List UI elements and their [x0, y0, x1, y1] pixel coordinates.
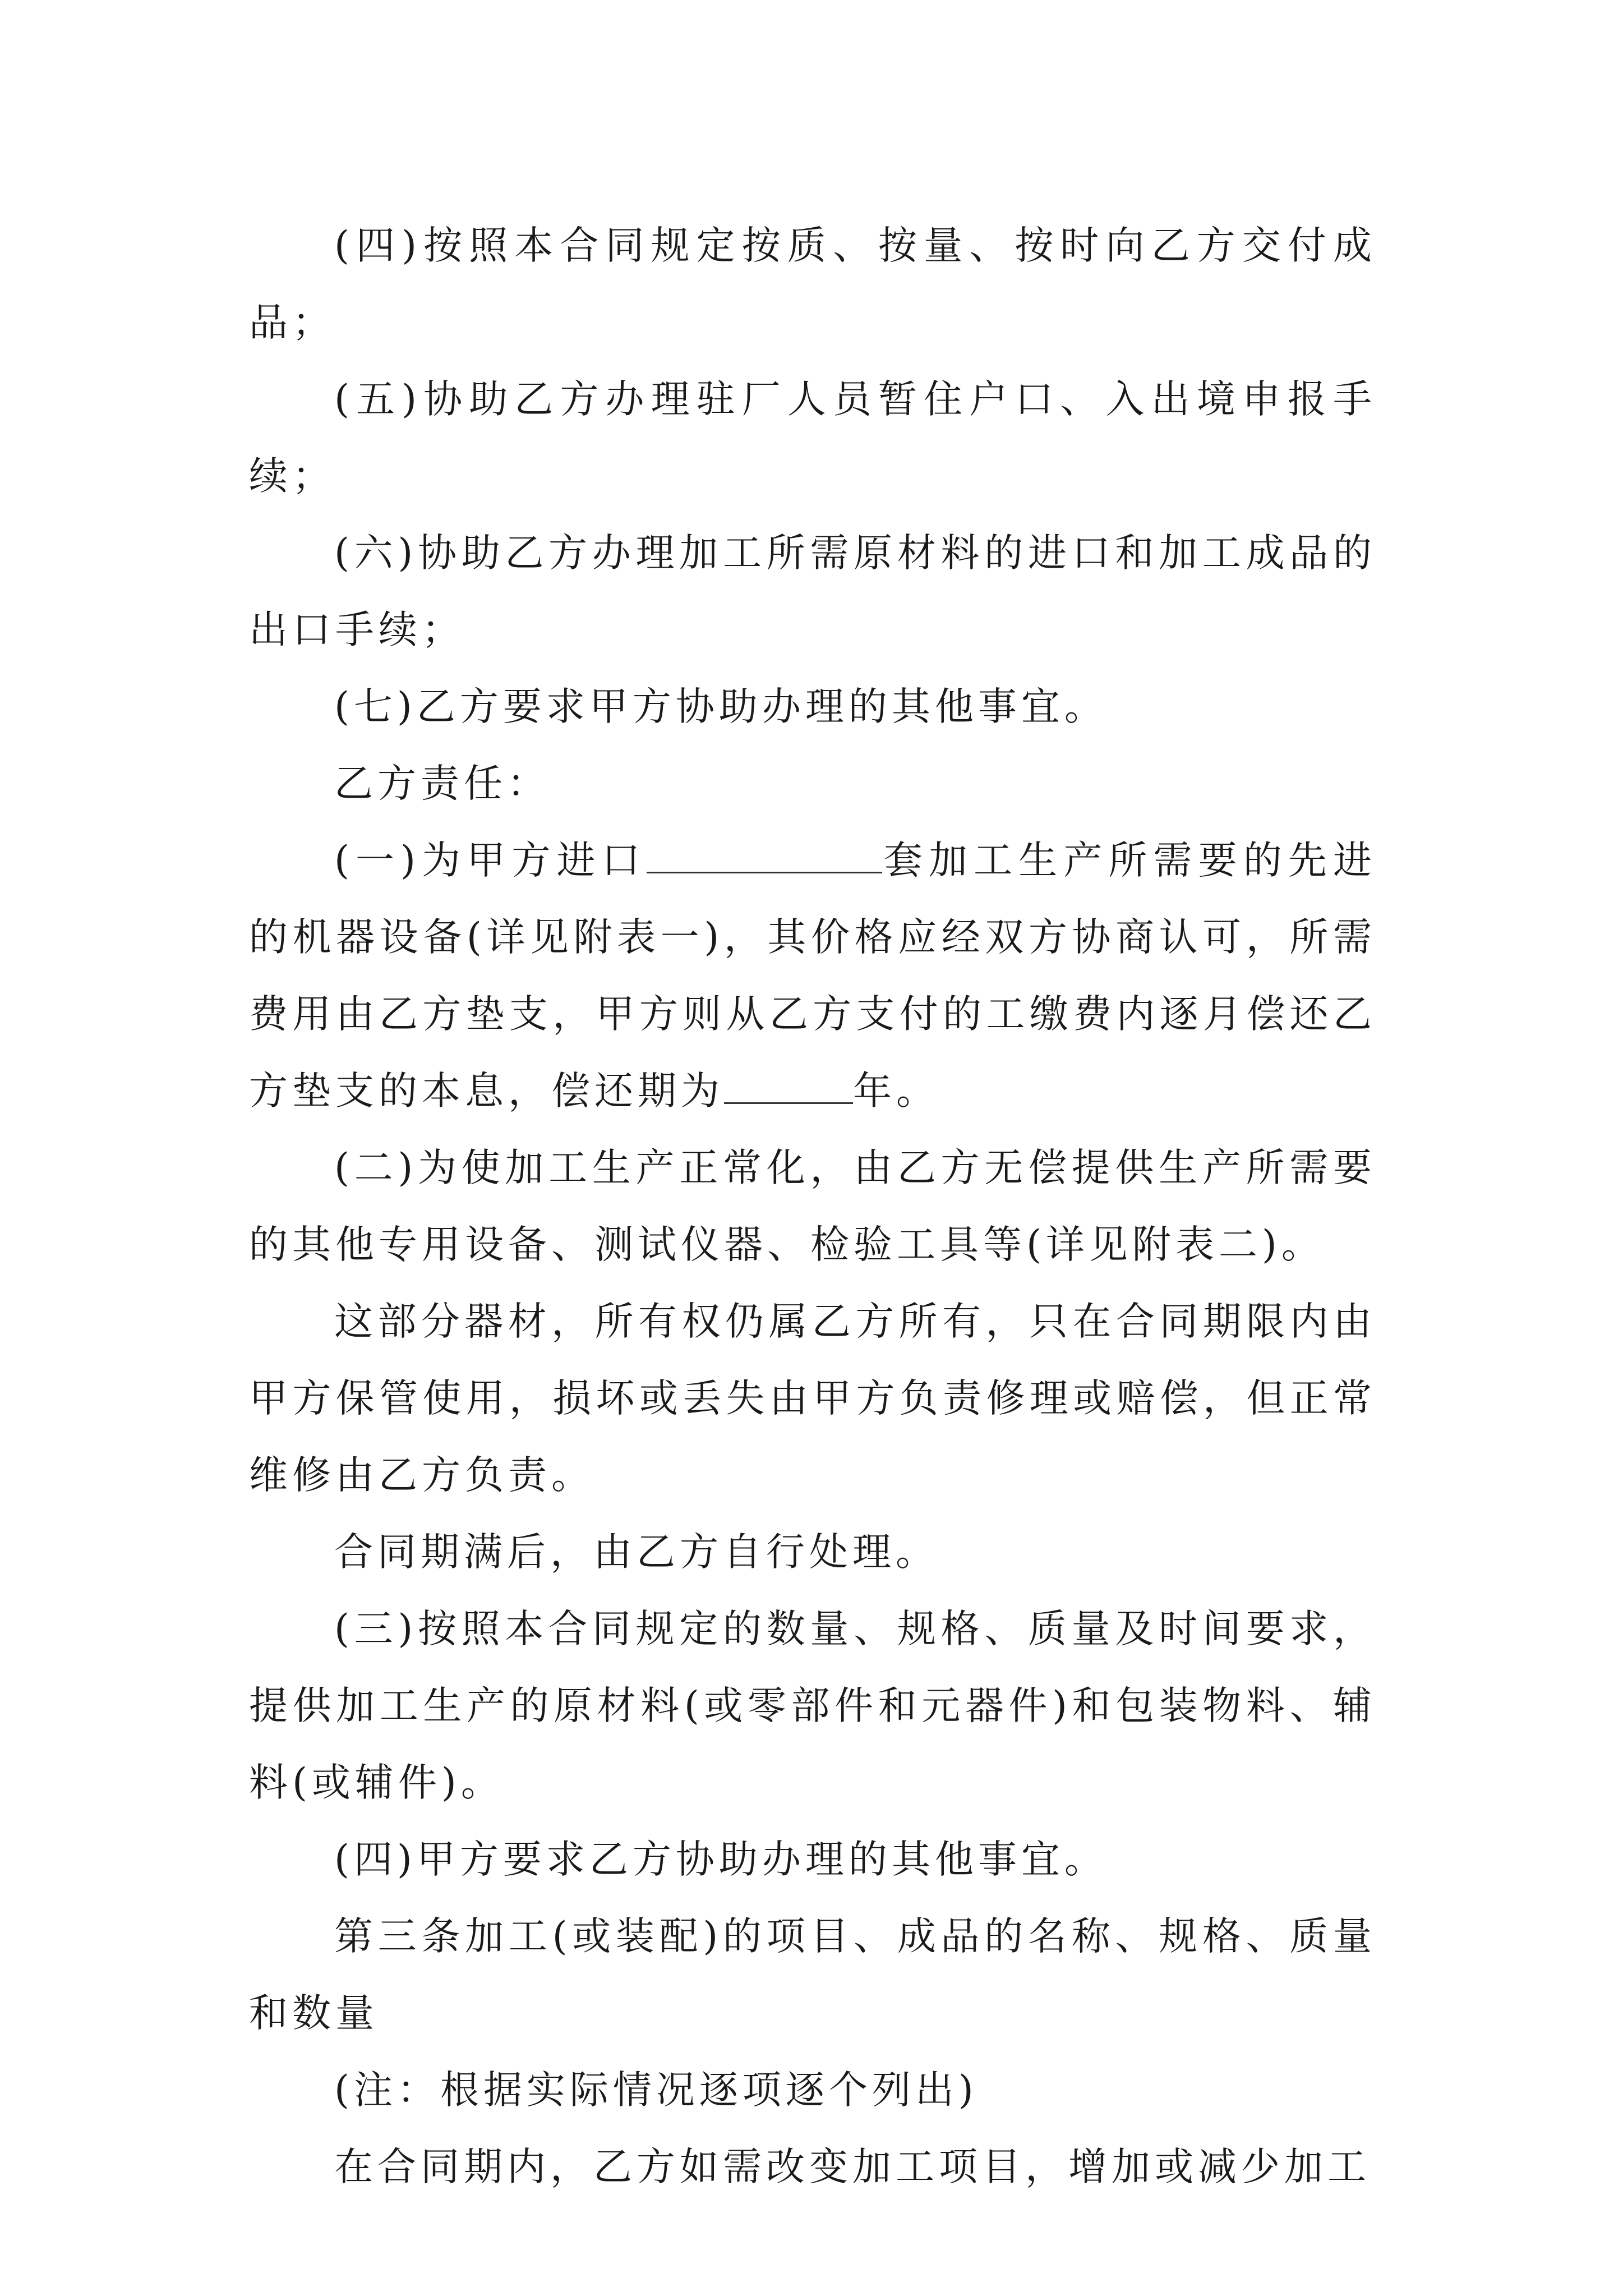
contract-text-body	[249, 208, 1376, 2206]
paragraph-party-a-duty-6: (六)协助乙方办理加工所需原材料的进口和加工成品的出口手续；	[249, 531, 1376, 652]
paragraph-party-a-duty-5: (五)协助乙方办理驻厂人员暂住户口、入出境申报手续；	[249, 377, 1376, 499]
paragraph-contract-expiry: 合同期满后，由乙方自行处理。	[334, 1530, 939, 1575]
party-b-duty-1-start: (一)为甲方进口	[334, 838, 647, 883]
party-b-duty-1-middle: 套加工生产所需要的先进的机器设备(详见附表一)，其价格应经双方协商认可，所需费用由乙方垫支，甲方则从乙方支付的工缴费内逐月偿还乙方垫支的本息，偿还期为	[249, 838, 1376, 1114]
repayment-years-blank	[724, 1070, 853, 1104]
paragraph-party-b-duty-4: (四)甲方要求乙方协助办理的其他事宜。	[334, 1837, 1108, 1882]
heading-article-3: 第三条加工(或装配)的项目、成品的名称、规格、质量和数量	[249, 1914, 1376, 2036]
paragraph-equipment-ownership: 这部分器材，所有权仍属乙方所有，只在合同期限内由甲方保管使用，损坏或丢失由甲方负责修理或赔偿，但正常维修由乙方负责。	[249, 1299, 1376, 1498]
paragraph-party-a-duty-7: (七)乙方要求甲方协助办理的其他事宜。	[334, 684, 1108, 729]
paragraph-party-b-duty-3: (三)按照本合同规定的数量、规格、质量及时间要求，提供加工生产的原材料(或零部件和元器件)和包装物料、辅料(或辅件)。	[249, 1607, 1376, 1805]
paragraph-party-b-duty-1	[249, 822, 1376, 1130]
paragraph-processing-changes: 在合同期内，乙方如需改变加工项目，增加或减少加工	[334, 2145, 1371, 2189]
paragraph-party-b-duty-2: (二)为使加工生产正常化，由乙方无偿提供生产所需要的其他专用设备、测试仪器、检验工具等(详见附表二)。	[249, 1145, 1376, 1267]
heading-party-b-responsibilities: 乙方责任：	[334, 761, 550, 806]
equipment-sets-blank	[647, 839, 882, 873]
party-b-duty-1-end: 年。	[853, 1069, 939, 1114]
paragraph-party-a-duty-4: (四)按照本合同规定按质、按量、按时向乙方交付成品；	[249, 223, 1376, 345]
paragraph-note: (注：根据实际情况逐项逐个列出)	[334, 2068, 978, 2113]
